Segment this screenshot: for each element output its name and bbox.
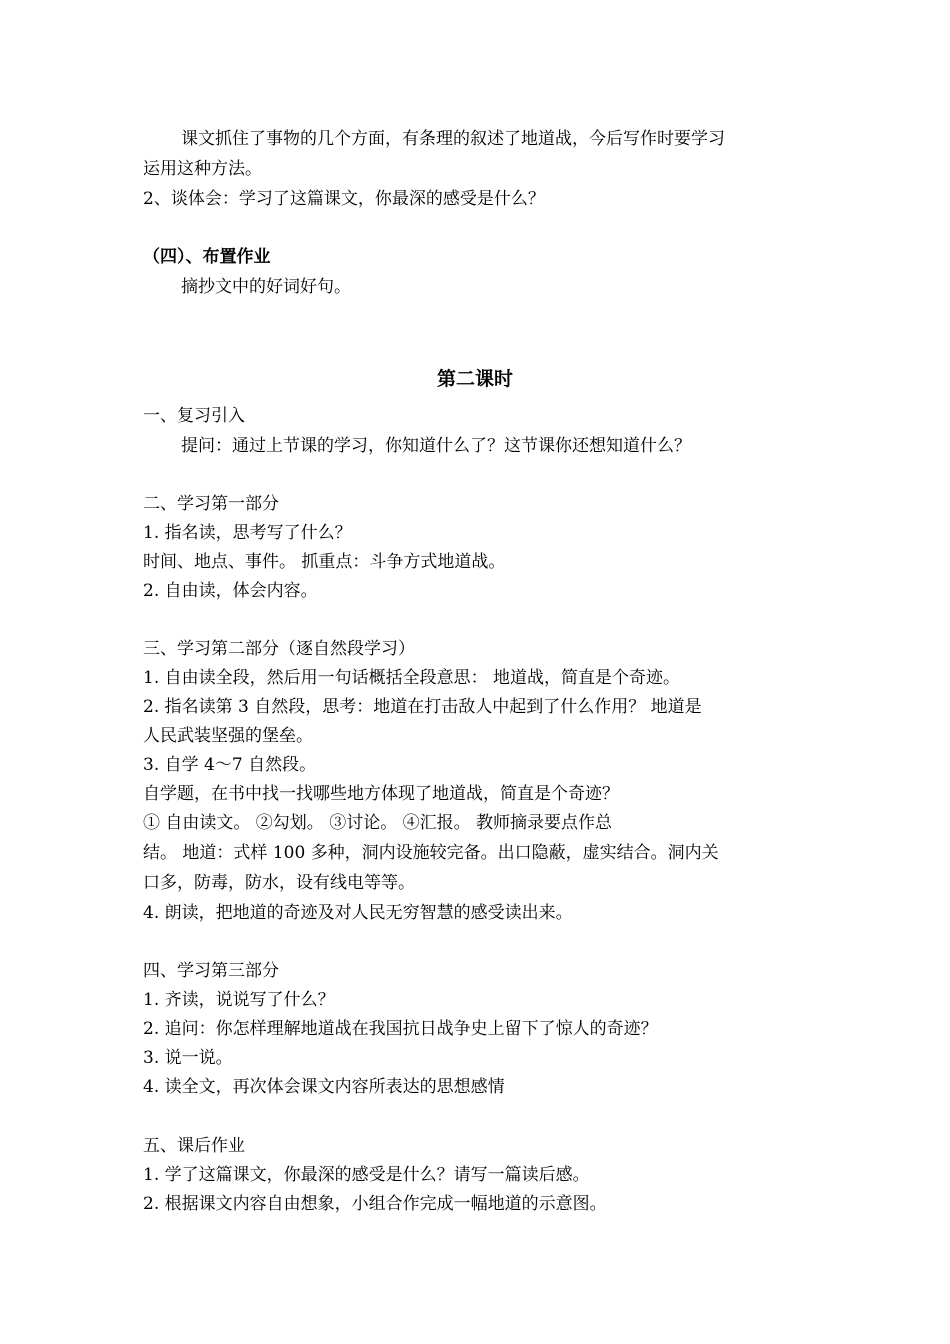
section3-item3: 3. 自学 4～7 自然段。 — [143, 755, 317, 775]
section2-heading: 二、学习第一部分 — [143, 494, 279, 514]
section3-steps-line1: ① 自由读文。 ②勾划。 ③讨论。 ④汇报。 教师摘录要点作总 — [143, 813, 613, 833]
homework-heading: （四）、布置作业 — [143, 247, 271, 267]
section2-item2: 2. 自由读，体会内容。 — [143, 581, 318, 601]
section3-item1: 1. 自由读全段，然后用一句话概括全段意思： 地道战，简直是个奇迹。 — [143, 668, 681, 688]
section1-heading: 一、复习引入 — [143, 406, 245, 426]
section2-item1: 1. 指名读，思考写了什么？ — [143, 523, 352, 543]
section3-heading: 三、学习第二部分（逐自然段学习） — [143, 639, 415, 659]
section4-item2: 2. 追问：你怎样理解地道战在我国抗日战争史上留下了惊人的奇迹？ — [143, 1019, 658, 1039]
section4-heading: 四、学习第三部分 — [143, 961, 279, 981]
summary-line-2: 运用这种方法。 — [143, 159, 262, 179]
section3-self-study: 自学题，在书中找一找哪些地方体现了地道战，简直是个奇迹？ — [143, 784, 619, 804]
section3-steps-line2: 结。 地道：式样 100 多种，洞内设施较完备。出口隐蔽，虚实结合。洞内关 — [143, 843, 719, 863]
section2-item1-answer: 时间、地点、事件。 抓重点：斗争方式地道战。 — [143, 552, 506, 572]
section4-item3: 3. 说一说。 — [143, 1048, 233, 1068]
reflection-question: 2、谈体会：学习了这篇课文，你最深的感受是什么？ — [143, 189, 545, 209]
section3-item4: 4. 朗读，把地道的奇迹及对人民无穷智慧的感受读出来。 — [143, 903, 573, 923]
section4-item1: 1. 齐读，说说写了什么？ — [143, 990, 335, 1010]
section3-steps-line3: 口多，防毒，防水，设有线电等等。 — [143, 873, 415, 893]
section5-item2: 2. 根据课文内容自由想象，小组合作完成一幅地道的示意图。 — [143, 1194, 607, 1214]
section3-item2-line2: 人民武装坚强的堡垒。 — [143, 726, 313, 746]
homework-text: 摘抄文中的好词好句。 — [181, 277, 351, 297]
section5-heading: 五、课后作业 — [143, 1136, 245, 1156]
summary-line-1: 课文抓住了事物的几个方面，有条理的叙述了地道战，今后写作时要学习 — [181, 129, 725, 149]
section5-item1: 1. 学了这篇课文，你最深的感受是什么？请写一篇读后感。 — [143, 1165, 590, 1185]
lesson-title: 第二课时 — [436, 368, 513, 390]
section3-item2-line1: 2. 指名读第 3 自然段，思考：地道在打击敌人中起到了什么作用？ 地道是 — [143, 697, 702, 717]
section1-question: 提问：通过上节课的学习，你知道什么了？这节课你还想知道什么？ — [181, 436, 691, 456]
section4-item4: 4. 读全文，再次体会课文内容所表达的思想感情 — [143, 1077, 505, 1097]
